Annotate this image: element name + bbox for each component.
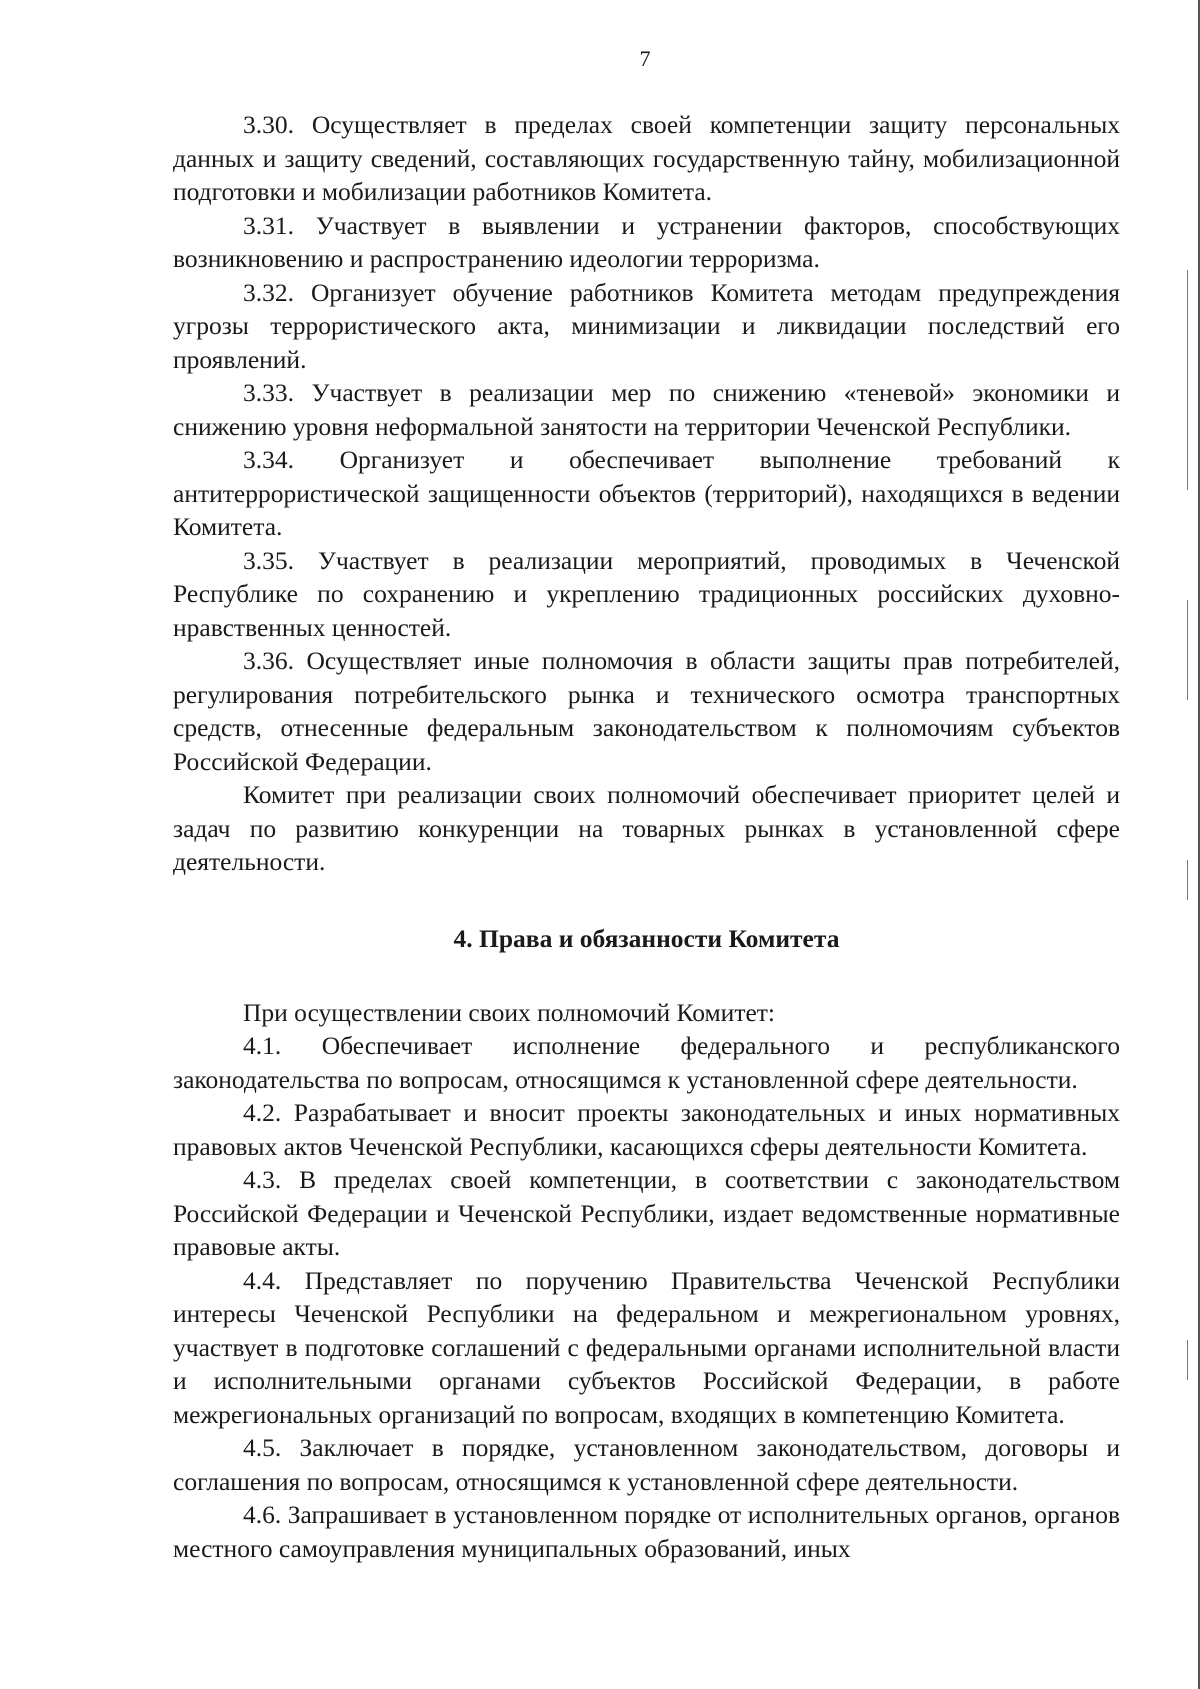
paragraph-3-34: 3.34. Организует и обеспечивает выполнение требований к антитеррористической защищенности объектов (территорий), находящихся в ведении Комитета. xyxy=(173,445,1120,541)
scan-mark xyxy=(1187,600,1188,700)
section-4-heading: 4. Права и обязанности Комитета xyxy=(453,923,840,953)
paragraph-3-36: 3.36. Осуществляет иные полномочия в области защиты прав потребителей, регулирования потребительского рынка и технического осмотра транспортных средств, отнесенные федеральным законодательством к полномочиям субъектов Российской Федерации. xyxy=(173,646,1120,776)
paragraph-3-33: 3.33. Участвует в реализации мер по снижению «теневой» экономики и снижению уровня неформальной занятости на территории Чеченской Республики. xyxy=(173,378,1120,441)
paragraph-4-5: 4.5. Заключает в порядке, установленном законодательством, договоры и соглашения по вопросам, относящимся к установленной сфере деятельности. xyxy=(173,1433,1120,1496)
document-body xyxy=(173,108,1120,1565)
paragraph-4-2: 4.2. Разрабатывает и вносит проекты законодательных и иных нормативных правовых актов Чеченской Республики, касающихся сферы деятельности Комитета. xyxy=(173,1098,1120,1161)
scan-mark xyxy=(1187,1340,1188,1380)
paragraph-4-4: 4.4. Представляет по поручению Правительства Чеченской Республики интересы Чеченской Республики на федеральном и межрегиональном уровнях, участвует в подготовке соглашений с федеральными органами исполнительной власти и исполнительными органами субъектов Российской Федерации, в работе межрегиональных организаций по вопросам, входящих в компетенцию Комитета. xyxy=(173,1265,1120,1429)
paragraph-competition-priority: Комитет при реализации своих полномочий обеспечивает приоритет целей и задач по развитию конкуренции на товарных рынках в установленной сфере деятельности. xyxy=(173,780,1120,876)
paragraph-3-30: 3.30. Осуществляет в пределах своей компетенции защиту персональных данных и защиту сведений, составляющих государственную тайну, мобилизационной подготовки и мобилизации работников Комитета. xyxy=(173,110,1120,206)
paragraph-4-1: 4.1. Обеспечивает исполнение федерального и республиканского законодательства по вопросам, относящимся к установленной сфере деятельности. xyxy=(173,1031,1120,1094)
paragraph-3-32: 3.32. Организует обучение работников Комитета методам предупреждения угрозы террористического акта, минимизации и ликвидации последствий его проявлений. xyxy=(173,277,1120,374)
section-4-intro: При осуществлении своих полномочий Комитет: xyxy=(243,997,776,1027)
scan-mark xyxy=(1187,860,1188,900)
scan-mark xyxy=(1187,270,1188,490)
paragraph-4-3: 4.3. В пределах своей компетенции, в соответствии с законодательством Российской Федерации и Чеченской Республики, издает ведомственные нормативные правовые акты. xyxy=(173,1165,1120,1261)
paragraph-3-31: 3.31. Участвует в выявлении и устранении факторов, способствующих возникновению и распространению идеологии терроризма. xyxy=(173,210,1120,273)
paragraph-4-6: 4.6. Запрашивает в установленном порядке от исполнительных органов, органов местного самоуправления муниципальных образований, иных xyxy=(173,1500,1120,1563)
paragraph-3-35: 3.35. Участвует в реализации мероприятий, проводимых в Чеченской Республике по сохранению и укреплению традиционных российских духовно-нравственных ценностей. xyxy=(173,545,1120,642)
page-number: 7 xyxy=(639,46,651,71)
